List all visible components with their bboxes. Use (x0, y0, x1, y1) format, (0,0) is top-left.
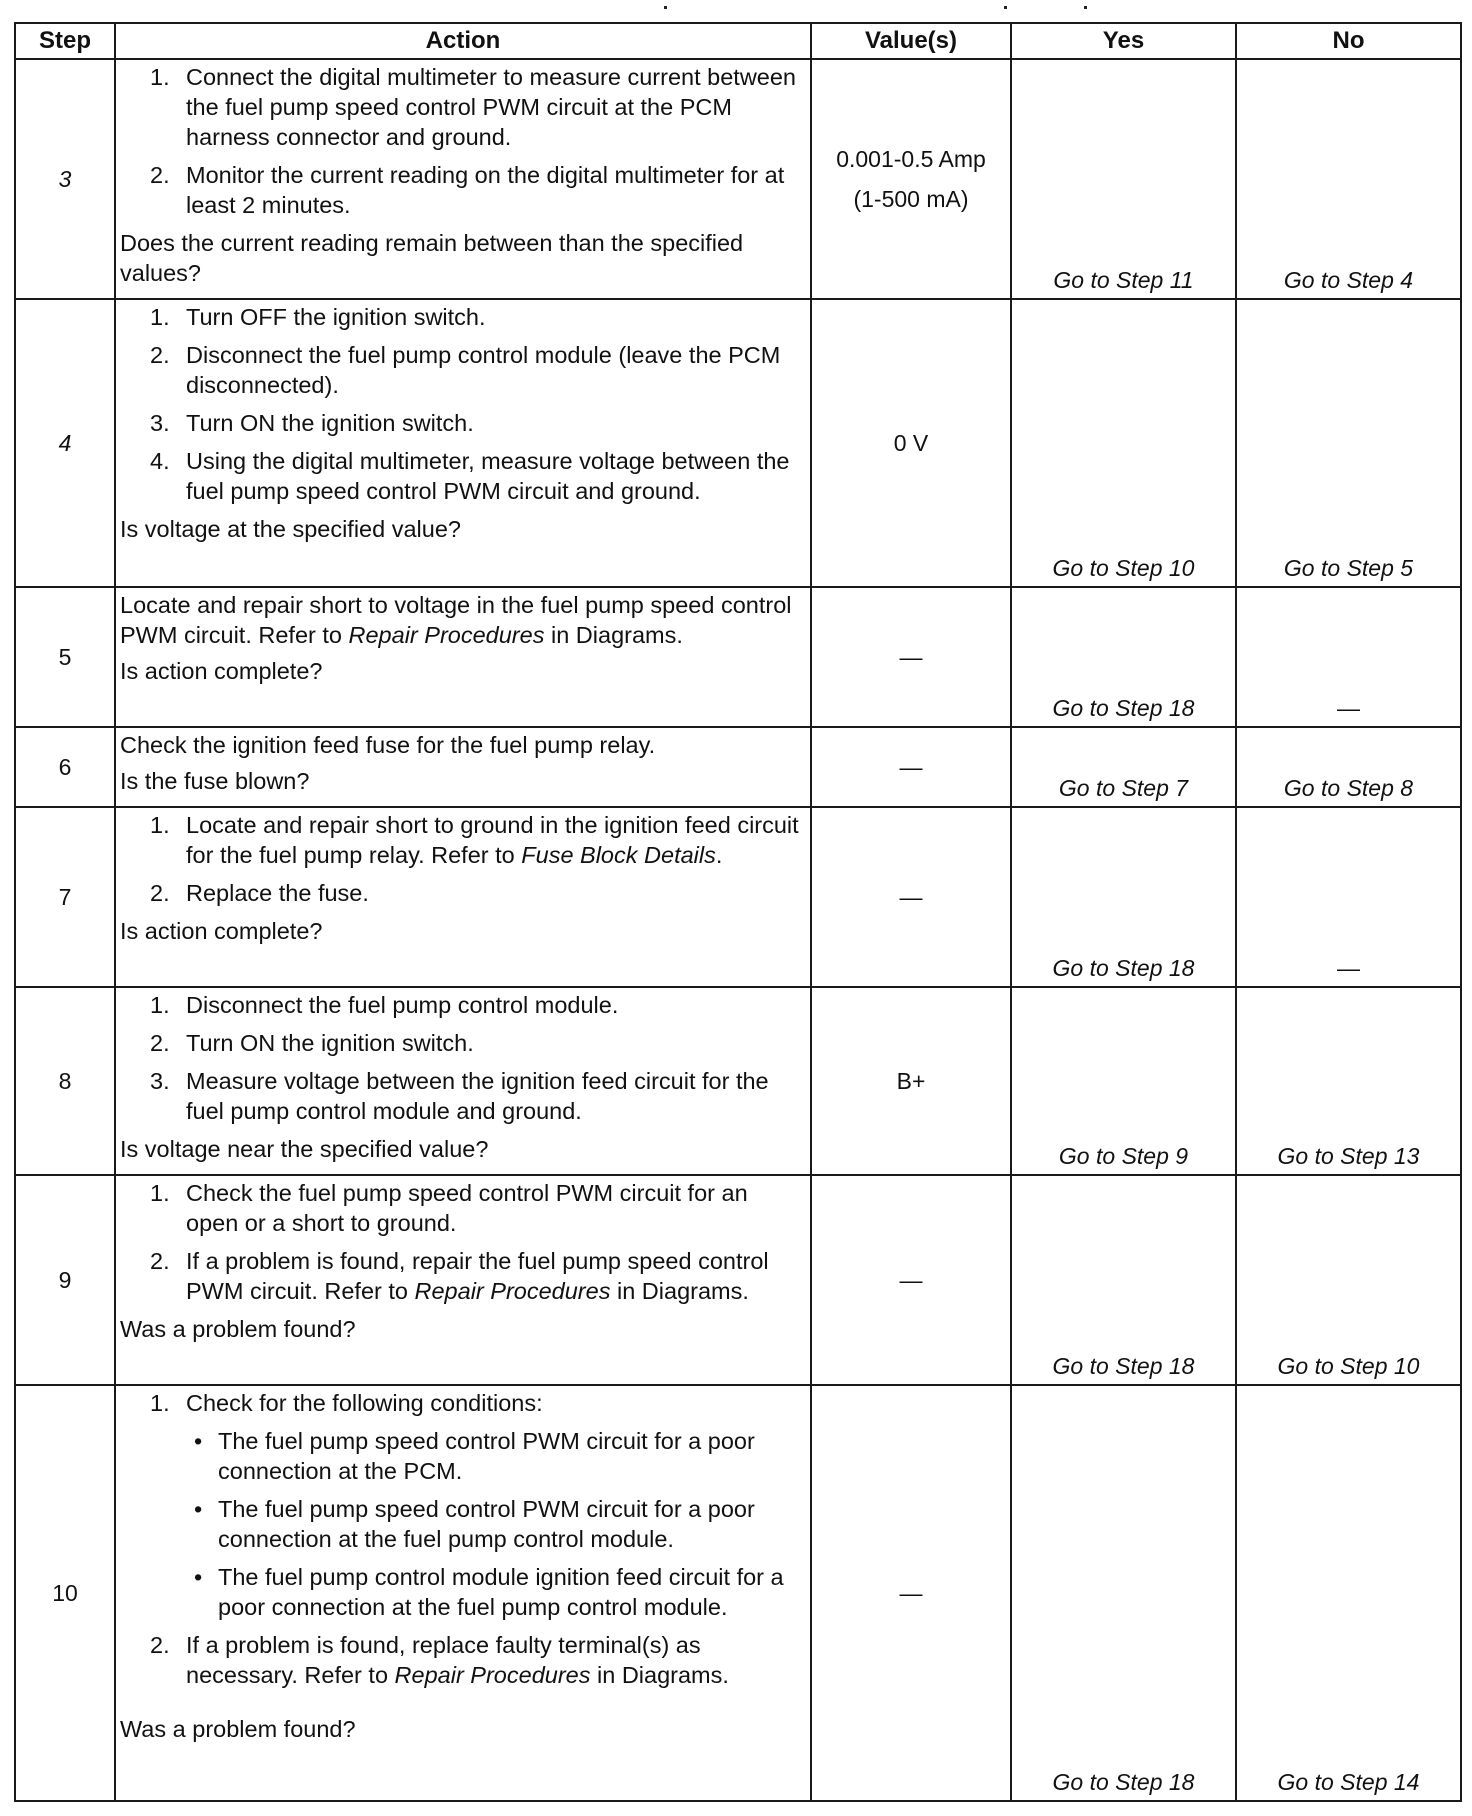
table-row (15, 59, 1461, 299)
action-text: Locate and repair short to voltage in the fuel pump speed control PWM circuit. Refer to (120, 592, 792, 648)
action-text: Monitor the current reading on the digital multimeter for at least 2 minutes. (186, 162, 785, 218)
diagnostic-table (14, 22, 1462, 1802)
action-text: Turn OFF the ignition switch. (186, 304, 486, 330)
item-number: 3. (150, 410, 170, 436)
action-cell (115, 299, 811, 587)
step-number: 7 (15, 807, 115, 987)
action-item (120, 1246, 804, 1306)
step-number: 5 (15, 587, 115, 727)
action-list (120, 1388, 804, 1418)
value-cell (811, 59, 1011, 299)
value-cell: — (811, 1175, 1011, 1385)
reference-text: Repair Procedures (348, 622, 545, 648)
item-number: 2. (150, 342, 170, 368)
yes-cell: Go to Step 18 (1011, 587, 1236, 727)
bullet-icon: • (194, 1496, 203, 1522)
condition-item (120, 1562, 804, 1622)
step-number: 10 (15, 1385, 115, 1801)
value-cell: 0 V (811, 299, 1011, 587)
action-text: . (715, 842, 723, 868)
action-cell (115, 1385, 811, 1801)
action-text: Check the fuel pump speed control PWM circuit for an open or a short to ground. (186, 1180, 748, 1236)
item-number: 1. (150, 992, 170, 1018)
action-item (120, 1178, 804, 1238)
action-cell (115, 59, 811, 299)
header-step: Step (15, 23, 115, 59)
action-list (120, 62, 804, 220)
reference-text: Fuse Block Details (521, 842, 716, 868)
action-cell (115, 987, 811, 1175)
item-number: 3. (150, 1068, 170, 1094)
yes-cell: Go to Step 18 (1011, 1175, 1236, 1385)
table-row (15, 587, 1461, 727)
action-text: in Diagrams. (590, 1662, 729, 1688)
action-text: If a problem is found, repair the fuel pump speed control PWM circuit. Refer to (186, 1248, 769, 1304)
item-number: 2. (150, 162, 170, 188)
item-number: 1. (150, 64, 170, 90)
action-item (120, 1028, 804, 1058)
action-text: Using the digital multimeter, measure voltage between the fuel pump speed control PWM circuit and ground. (186, 448, 790, 504)
condition-item (120, 1426, 804, 1486)
reference-text: Repair Procedures (414, 1278, 611, 1304)
action-paragraph (120, 590, 804, 650)
bullet-icon: • (194, 1428, 203, 1454)
bullet-icon: • (194, 1564, 203, 1590)
no-cell: Go to Step 4 (1236, 59, 1461, 299)
item-number: 1. (150, 812, 170, 838)
step-number: 3 (15, 59, 115, 299)
action-item (120, 1388, 804, 1418)
action-text: Locate and repair short to ground in the ignition feed circuit for the fuel pump relay. Refer to (186, 812, 799, 868)
question-text: Is voltage at the specified value? (120, 516, 461, 542)
no-cell: Go to Step 14 (1236, 1385, 1461, 1801)
action-text: Measure voltage between the ignition feed circuit for the fuel pump control module and ground. (186, 1068, 769, 1124)
value-cell: B+ (811, 987, 1011, 1175)
value-cell: — (811, 1385, 1011, 1801)
step-number: 8 (15, 987, 115, 1175)
yes-cell: Go to Step 7 (1011, 727, 1236, 807)
question-text: Was a problem found? (120, 1716, 356, 1742)
action-list (120, 810, 804, 908)
item-number: 2. (150, 1248, 170, 1274)
yes-cell: Go to Step 18 (1011, 1385, 1236, 1801)
action-text: If a problem is found, replace faulty terminal(s) as necessary. Refer to (186, 1632, 701, 1688)
header-row (15, 23, 1461, 59)
table-row (15, 1175, 1461, 1385)
action-cell (115, 587, 811, 727)
action-list (120, 1630, 804, 1690)
action-cell (115, 807, 811, 987)
no-cell: — (1236, 807, 1461, 987)
step-number: 4 (15, 299, 115, 587)
action-cell (115, 1175, 811, 1385)
action-item (120, 990, 804, 1020)
scan-dot (1004, 6, 1007, 9)
action-list (120, 990, 804, 1126)
action-item (120, 62, 804, 152)
action-text: Disconnect the fuel pump control module. (186, 992, 619, 1018)
reference-text: Repair Procedures (394, 1662, 591, 1688)
no-cell: Go to Step 8 (1236, 727, 1461, 807)
action-text: Turn ON the ignition switch. (186, 1030, 474, 1056)
question-text: Is voltage near the specified value? (120, 1136, 489, 1162)
question-text: Is the fuse blown? (120, 768, 310, 794)
table-row (15, 299, 1461, 587)
header-action: Action (115, 23, 811, 59)
action-text: Connect the digital multimeter to measure current between the fuel pump speed control PWM circuit at the PCM harness connector and ground. (186, 64, 797, 150)
action-item (120, 878, 804, 908)
no-cell: — (1236, 587, 1461, 727)
question-text: Is action complete? (120, 918, 323, 944)
action-item (120, 340, 804, 400)
yes-cell: Go to Step 11 (1011, 59, 1236, 299)
item-number: 2. (150, 1632, 170, 1658)
action-list (120, 302, 804, 506)
no-cell: Go to Step 10 (1236, 1175, 1461, 1385)
value-cell: — (811, 587, 1011, 727)
action-item (120, 160, 804, 220)
value-text: 0.001-0.5 Amp (836, 146, 986, 172)
action-cell (115, 727, 811, 807)
action-list (120, 1178, 804, 1306)
step-number: 9 (15, 1175, 115, 1385)
action-text: Check for the following conditions: (186, 1390, 543, 1416)
no-cell: Go to Step 5 (1236, 299, 1461, 587)
question-text: Was a problem found? (120, 1316, 356, 1342)
question-text: Does the current reading remain between than the specified values? (120, 230, 744, 286)
condition-text: The fuel pump speed control PWM circuit for a poor connection at the PCM. (218, 1428, 755, 1484)
action-paragraph: Check the ignition feed fuse for the fuel pump relay. (120, 732, 656, 758)
scan-dot (1084, 6, 1087, 9)
action-item (120, 1630, 804, 1690)
action-item (120, 302, 804, 332)
action-item (120, 810, 804, 870)
value-cell: — (811, 807, 1011, 987)
scan-dot (664, 6, 667, 9)
action-item (120, 446, 804, 506)
action-text: in Diagrams. (610, 1278, 749, 1304)
action-item (120, 408, 804, 438)
table-row (15, 987, 1461, 1175)
step-number: 6 (15, 727, 115, 807)
header-yes: Yes (1011, 23, 1236, 59)
condition-text: The fuel pump speed control PWM circuit for a poor connection at the fuel pump control module. (218, 1496, 755, 1552)
yes-cell: Go to Step 9 (1011, 987, 1236, 1175)
no-cell: Go to Step 13 (1236, 987, 1461, 1175)
item-number: 4. (150, 448, 170, 474)
value-text: (1-500 mA) (853, 186, 969, 212)
header-no: No (1236, 23, 1461, 59)
item-number: 1. (150, 1390, 170, 1416)
condition-list (120, 1426, 804, 1622)
item-number: 1. (150, 304, 170, 330)
value-cell: — (811, 727, 1011, 807)
condition-text: The fuel pump control module ignition feed circuit for a poor connection at the fuel pump control module. (218, 1564, 784, 1620)
table-row (15, 807, 1461, 987)
item-number: 1. (150, 1180, 170, 1206)
action-text: Replace the fuse. (186, 880, 369, 906)
yes-cell: Go to Step 10 (1011, 299, 1236, 587)
table-row (15, 1385, 1461, 1801)
table-row (15, 727, 1461, 807)
action-text: Disconnect the fuel pump control module (leave the PCM disconnected). (186, 342, 781, 398)
question-text: Is action complete? (120, 658, 323, 684)
item-number: 2. (150, 880, 170, 906)
yes-cell: Go to Step 18 (1011, 807, 1236, 987)
header-values: Value(s) (811, 23, 1011, 59)
action-item (120, 1066, 804, 1126)
action-text: Turn ON the ignition switch. (186, 410, 474, 436)
condition-item (120, 1494, 804, 1554)
item-number: 2. (150, 1030, 170, 1056)
action-text: in Diagrams. (544, 622, 683, 648)
